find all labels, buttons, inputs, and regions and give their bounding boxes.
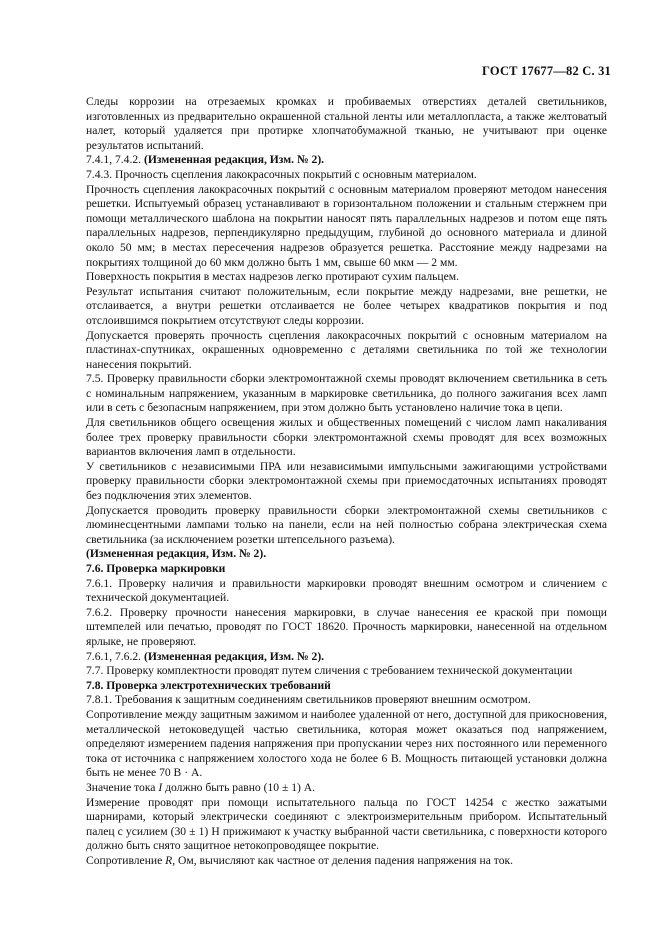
paragraph: Допускается проверять прочность сцепления лакокрасочных покрытий с основным материалом на пластинах-спутниках, окрашенных одновременно с деталями светильника по той же технологии нанесения покрытий. <box>86 328 607 371</box>
amendment-note: (Измененная редакция, Изм. № 2). <box>86 547 267 561</box>
symbol-resistance: R <box>165 853 173 867</box>
paragraph: Следы коррозии на отрезаемых кромках и пробиваемых отверстиях деталей светильников, изготовленных из предварительно окрашенной стальной ленты или металлопласта, а также желтоватый налет, который удаляется при протирке хлопчатобумажной тканью, не учитывают при оценке результатов испытаний. <box>86 95 607 152</box>
paragraph: Поверхность покрытия в местах надрезов легко протирают сухим пальцем. <box>86 270 459 284</box>
text-run: Значение тока <box>86 780 159 794</box>
text-run: Сопротивление <box>86 853 166 867</box>
section-heading: 7.8. Проверка электротехнических требований <box>86 678 331 692</box>
clause-number: 7.6.1, 7.6.2. <box>86 649 142 663</box>
paragraph: 7.5. Проверку правильности сборки электромонтажной схемы проводят включением светильника в сеть с номинальным напряжением, указанным в маркировке светильника, до полного зажигания всех ламп или в сеть с безопасным напряжением, при этом должно быть установлено наличие тока в цепи. <box>86 372 607 415</box>
paragraph: Прочность сцепления лакокрасочных покрытий с основным материалом проверяют методом нанесения решетки. Испытуемый образец устанавливают в горизонтальном положении и стальным стержнем при помощи металлического шаблона на покрытии наносят пять параллельных надрезов и потом еще пять параллельных надрезов, перпендикулярно предыдущим, глубиной до основного материала и длиной около 50 мм; в местах пересечения надрезов образуется решетка. Расстояние между надрезами на покрытиях толщиной до 60 мкм должно быть 1 мм, свыше 60 мкм — 2 мм. <box>86 182 607 269</box>
paragraph <box>86 153 607 168</box>
amendment-note: (Измененная редакция, Изм. № 2). <box>143 649 325 663</box>
paragraph: Измерение проводят при помощи испытательного пальца по ГОСТ 14254 с жестко зажатыми шарнирами, который электрически соединяют с электроизмерительным прибором. Испытательный палец с усилием (30 ± 1) Н прижимают к участку выбранной части светильника, с поверхности которого должно быть снято защитное нетокопроводящее покрытие. <box>86 795 607 853</box>
paragraph: Для светильников общего освещения жилых и общественных помещений с числом ламп накаливания более трех проверку правильности сборки электромонтажной схемы проводят для всех возможных вариантов включения ламп в отдельности. <box>86 416 607 459</box>
paragraph <box>86 854 607 869</box>
paragraph: 7.4.3. Прочность сцепления лакокрасочных покрытий с основным материалом. <box>86 167 477 181</box>
paragraph: Допускается проводить проверку правильности сборки электромонтажной схемы светильников с люминесцентными лампами только на панели, если на ней полностью собрана электрическая схема светильника (за исключением розетки штепсельного разъема). <box>86 503 607 546</box>
page-header: ГОСТ 17677—82 С. 31 <box>482 64 611 78</box>
clause-number: 7.4.1, 7.4.2. <box>86 153 142 167</box>
paragraph: Сопротивление между защитным зажимом и наиболее удаленной от него, доступной для прикосновения, металлической нетоковедущей частью светильника, которая может оказаться под напряжением, определяют измерением падения напряжения при пропускании через них постоянного или переменного тока от источника с напряжением холостого хода не более 6 В. Мощность питающей установки должна быть не менее 70 В · А. <box>86 707 607 780</box>
paragraph: 7.6.2. Проверку прочности нанесения маркировки, в случае нанесения ее краской при помощи штемпелей или печатью, проводят по ГОСТ 18620. Прочность маркировки, нанесенной на отдельном ярлыке, не проверяют. <box>86 605 607 648</box>
paragraph <box>86 650 607 665</box>
text-run: должно быть равно (10 ± 1) А. <box>162 780 316 794</box>
paragraph: Результат испытания считают положительным, если покрытие между надрезами, вне решетки, не отслаивается, а внутри решетки отслаивается не более четырех квадратиков покрытия и под отслоившимся покрытием отсутствуют следы коррозии. <box>86 284 607 327</box>
paragraph <box>86 781 607 796</box>
document-body <box>86 95 607 868</box>
paragraph: У светильников с независимыми ПРА или независимыми импульсными зажигающими устройствами проверку правильности сборки электромонтажной схемы при приемосдаточных испытаниях проводят без подключения этих элементов. <box>86 459 607 503</box>
section-heading: 7.6. Проверка маркировки <box>86 562 226 575</box>
paragraph: 7.6.1. Проверку наличия и правильности маркировки проводят внешним осмотром и сличением с технической документацией. <box>86 576 607 605</box>
paragraph: 7.7. Проверку комплектности проводят путем сличения с требованием технической документации <box>86 664 573 678</box>
amendment-note: (Измененная редакция, Изм. № 2). <box>143 153 325 167</box>
text-run: , Ом, вычисляют как частное от деления падения напряжения на ток. <box>172 853 514 867</box>
symbol-current: I <box>158 780 163 794</box>
paragraph: 7.8.1. Требования к защитным соединениям светильников проверяют внешним осмотром. <box>86 693 531 707</box>
